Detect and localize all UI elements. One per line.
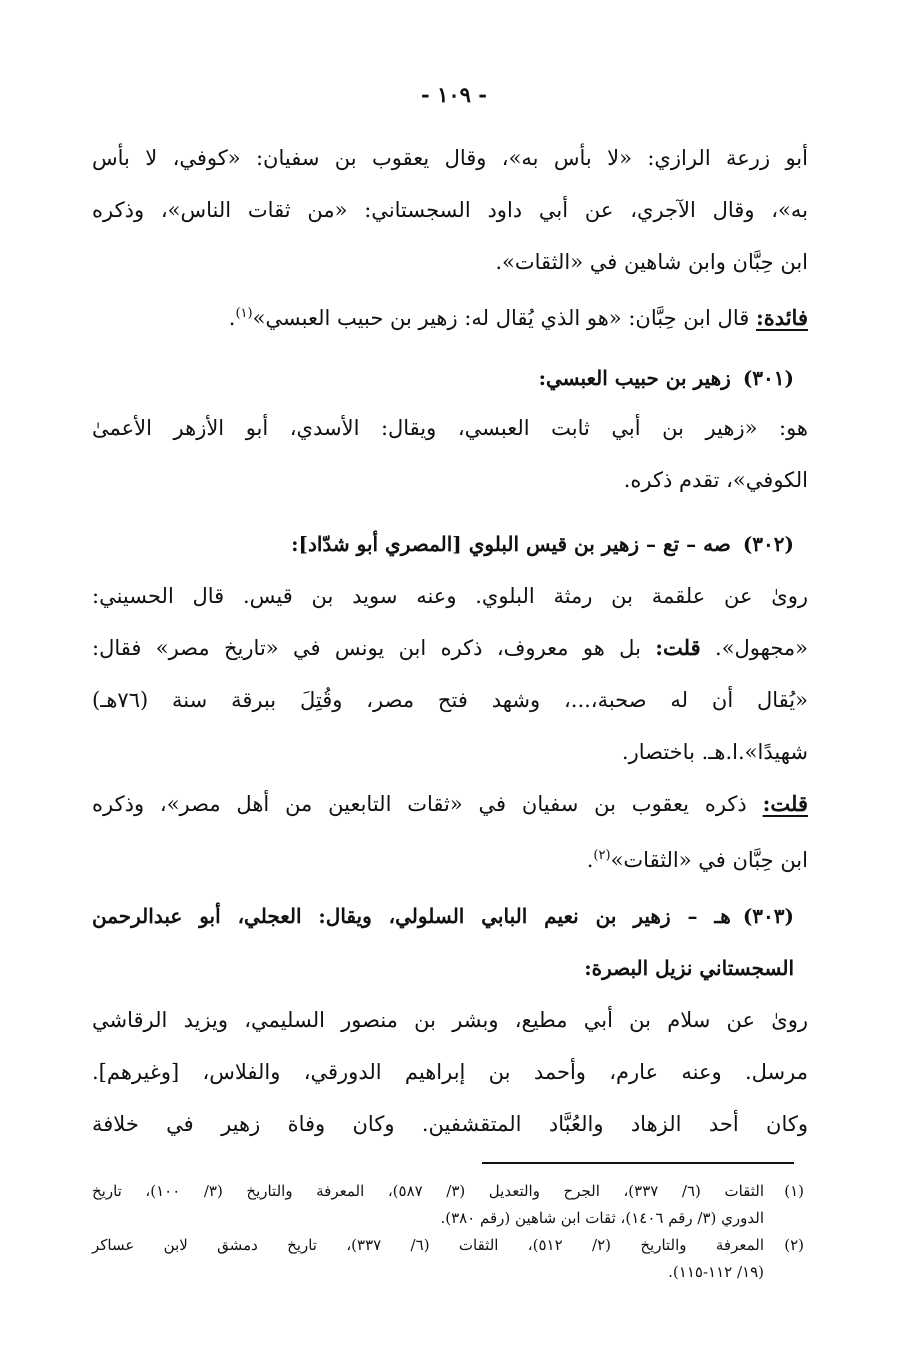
footnote-ref[interactable]: (١) [235,306,253,321]
footnote-line: المعرفة والتاريخ (٢/ ٥١٢)، الثقات (٦/ ٣٣٧)، تاريخ دمشق لابن عساكر [92,1236,765,1254]
benefit-note: فائدة: قال ابن حِبَّان: «هو الذي يُقال له: زهير بن حبيب العبسي»$^{(١)}$. [228,305,808,330]
text-line: ابن حِبَّان في «الثقات»$^{(٢)}$. [586,848,808,872]
footnote-line: (١٩/ ١١٢-١١٥). [668,1263,764,1281]
footnotes [92,1178,804,1286]
text-line: «مجهول». قلت: بل هو معروف، ذكره ابن يونس في «تاريخ مصر» فقال: [92,635,808,660]
entry-title: هـ – زهير بن نعيم البابي السلولي، ويقال: العجلي، أبو عبدالرحمن [92,904,731,928]
text-line: أبو زرعة الرازي: «لا بأس به»، وقال يعقوب بن سفيان: «كوفي، لا بأس [92,146,808,170]
entry-body [92,402,808,506]
footnote-line: الثقات (٦/ ٣٣٧)، الجرح والتعديل (٣/ ٥٨٧)، المعرفة والتاريخ (٣/ ١٠٠)، تاريخ [92,1182,764,1200]
text-line: شهيدًا».ا.هـ. باختصار. [621,740,808,764]
entry-heading [92,890,794,994]
footnote-line: الدوري (٣/ رقم ١٤٠٦)، ثقات ابن شاهين (رقم ٣٨٠). [440,1209,764,1227]
text-line: ابن حِبَّان وابن شاهين في «الثقات». [495,250,808,274]
entry-heading [92,518,794,570]
text-line: روىٰ عن علقمة بن رمثة البلوي. وعنه سويد بن قيس. قال الحسيني: [92,584,808,608]
text-line: مرسل. وعنه عارم، وأحمد بن إبراهيم الدورقي، والفلاس، [وغيرهم]. [92,1060,808,1084]
entry-number: (٣٠٣) [742,904,794,928]
text-line: هو: «زهير بن أبي ثابت العبسي، ويقال: الأسدي، أبو الأزهر الأعمىٰ [92,416,808,440]
footnote-number: (٢) [784,1236,804,1254]
text-line: «يُقال أن له صحبة،...، وشهد فتح مصر، وقُتِلَ ببرقة سنة (٧٦هـ) [92,688,808,712]
footnote-divider [482,1162,794,1164]
qultu-label: قلت: [762,791,808,816]
entry-title: صه – تع – زهير بن قيس البلوي [المصري أبو شدّاد]: [291,532,731,556]
entry-body [92,994,808,1150]
footnote-number: (١) [784,1182,804,1200]
entry-number: (٣٠١) [742,366,794,390]
text-line: به»، وقال الآجري، عن أبي داود السجستاني: «من ثقات الناس»، وذكره [92,198,808,222]
qultu-label: قلت: [655,635,701,660]
page-number: - ١٠٩ - [421,82,487,107]
text-line: وكان أحد الزهاد والعُبَّاد المتقشفين. وكان وفاة زهير في خلافة [92,1112,808,1136]
footnote [92,1232,804,1286]
intro-paragraph [92,132,808,340]
entry-number: (٣٠٢) [742,532,794,556]
entry-title: زهير بن حبيب العبسي: [538,366,731,390]
benefit-label: فائدة: [755,305,808,330]
entry-title-cont: السجستاني نزيل البصرة: [584,956,794,980]
text-line: روىٰ عن سلام بن أبي مطيع، وبشر بن منصور السليمي، ويزيد الرقاشي [92,1008,808,1032]
entry-heading [92,352,794,404]
footnote [92,1178,804,1232]
text-line: قلت: ذكره يعقوب بن سفيان في «ثقات التابعين من أهل مصر»، وذكره [92,791,808,816]
footnote-ref[interactable]: (٢) [593,848,611,863]
text-line: الكوفي»، تقدم ذكره. [623,468,808,492]
benefit-text: قال ابن حِبَّان: «هو الذي يُقال له: زهير بن حبيب العبسي» [252,306,756,330]
entry-body [92,570,808,882]
